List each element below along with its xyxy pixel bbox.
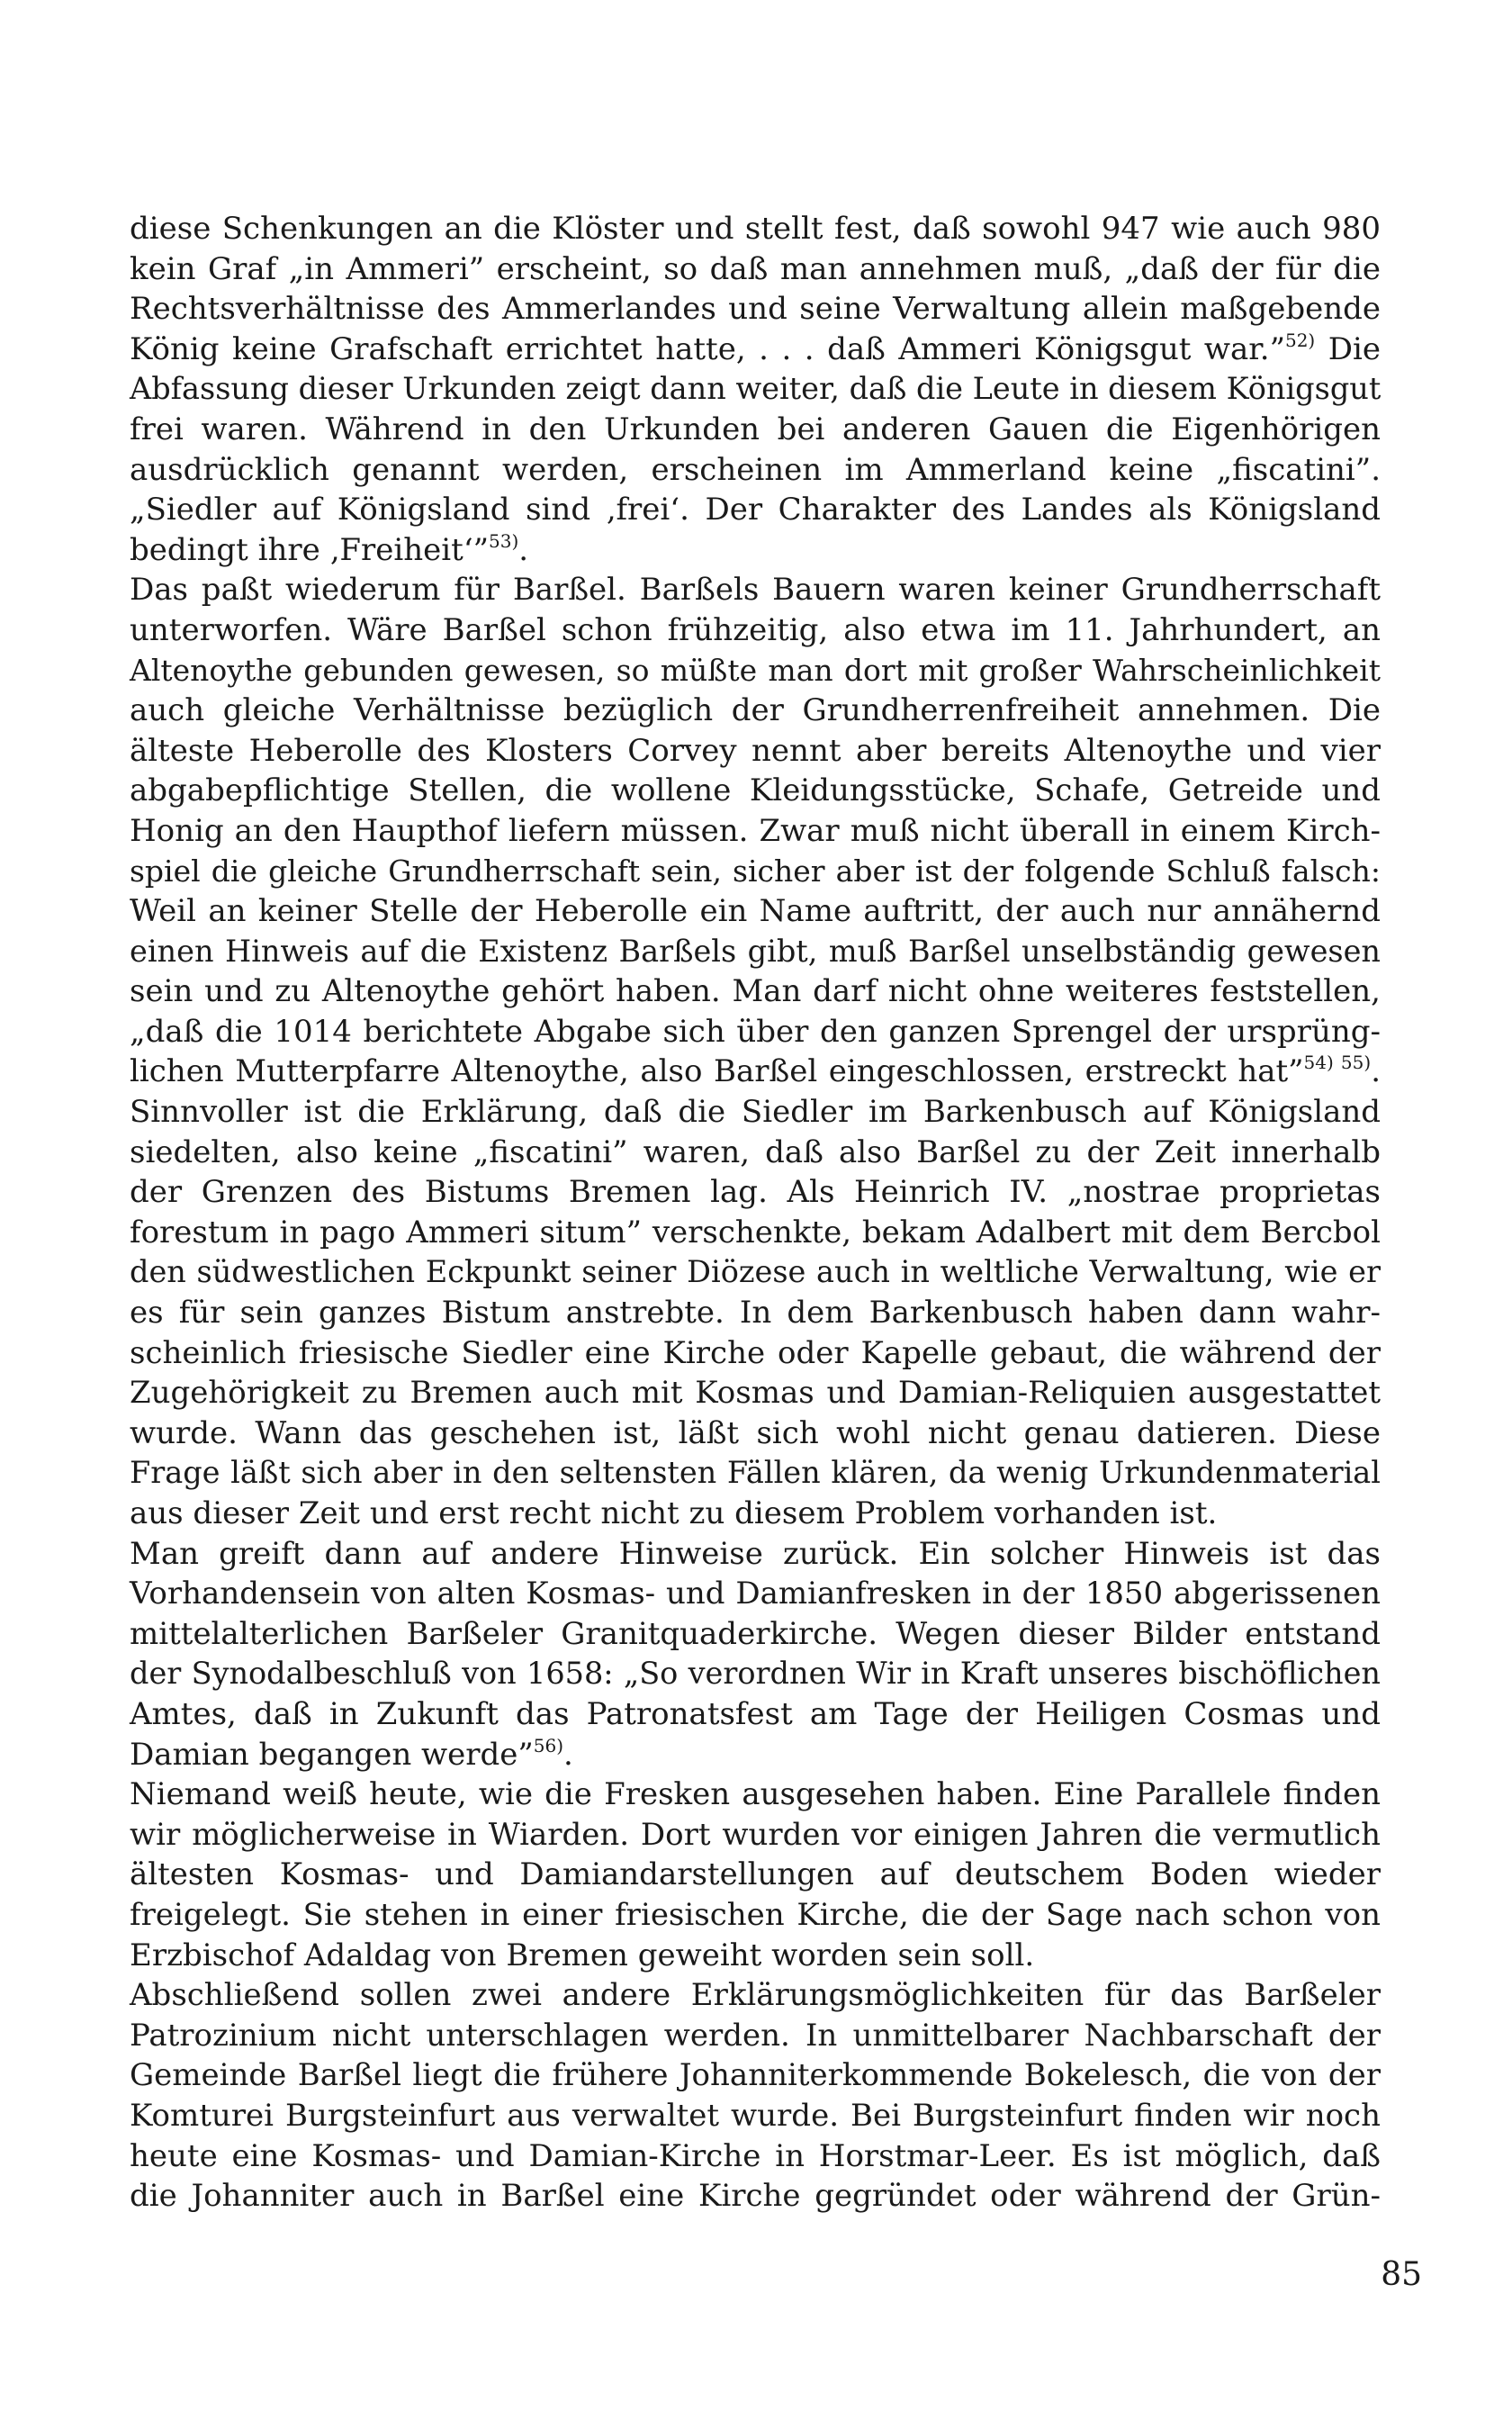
text-line — [130, 450, 1381, 491]
footnote-reference: 53) — [489, 529, 519, 552]
line-text: Gemeinde Barßel liegt die frühere Johanniterkommende Bokelesch, die von der — [130, 2057, 1381, 2094]
line-text: Patrozinium nicht unterschlagen werden. In unmittelbarer Nachbarschaft der — [130, 2017, 1381, 2054]
line-text: spiel die gleiche Grundherrschaft sein, sicher aber ist der folgende Schluß falsch: — [130, 853, 1381, 889]
text-line — [130, 1735, 1381, 1775]
text-line — [130, 1012, 1381, 1052]
text-line — [130, 1213, 1381, 1253]
footnote-reference: 56) — [533, 1734, 564, 1756]
text-line — [130, 1413, 1381, 1454]
text-line — [130, 1373, 1381, 1413]
line-text-continuation: Die — [1315, 330, 1381, 367]
text-line — [130, 2055, 1381, 2096]
line-text: abgabepflichtige Stellen, die wollene Kleidungsstücke, Schafe, Getreide und — [130, 772, 1381, 809]
line-text: Honig an den Haupthof liefern müssen. Zwar muß nicht überall in einem Kirch- — [130, 812, 1381, 849]
line-text: auch gleiche Verhältnisse bezüglich der Grundherrenfreiheit annehmen. Die — [130, 692, 1381, 729]
line-text: mittelalterlichen Barßeler Granitquaderkirche. Wegen dieser Bilder entstand — [130, 1615, 1381, 1652]
text-line — [130, 369, 1381, 410]
footnote-reference: 52) — [1284, 329, 1316, 351]
page-number: 85 — [1381, 2256, 1422, 2293]
line-text: der Synodalbeschluß von 1658: „So verordnen Wir in Kraft unseres bischöflichen — [130, 1656, 1381, 1692]
text-line — [130, 1453, 1381, 1494]
line-text: frei waren. Während in den Urkunden bei anderen Gauen die Eigenhörigen — [130, 411, 1381, 447]
line-text: „Siedler auf Königsland sind ‚frei‘. Der Charakter des Landes als Königsland — [130, 492, 1381, 528]
text-line — [130, 209, 1381, 249]
text-line — [130, 1936, 1381, 1976]
line-text: Niemand weiß heute, wie die Fresken ausgesehen haben. Eine Parallele finden — [130, 1776, 1381, 1813]
text-line — [130, 1774, 1381, 1815]
text-line — [130, 1694, 1381, 1735]
text-line — [130, 1252, 1381, 1293]
line-text: Abschließend sollen zwei andere Erklärungsmöglichkeiten für das Barßeler — [130, 1977, 1381, 2014]
text-line — [130, 1172, 1381, 1213]
text-line — [130, 2176, 1381, 2217]
text-line — [130, 1614, 1381, 1655]
text-line — [130, 610, 1381, 651]
text-line — [130, 811, 1381, 852]
text-line — [130, 249, 1381, 290]
line-text: Vorhandensein von alten Kosmas- und Damianfresken in der 1850 abgerissenen — [130, 1576, 1381, 1612]
line-text: älteste Heberolle des Klosters Corvey nennt aber bereits Altenoythe und vier — [130, 732, 1381, 769]
text-line — [130, 410, 1381, 450]
line-text: Das paßt wiederum für Barßel. Barßels Bauern waren keiner Grundherrschaft — [130, 572, 1381, 609]
line-text: „daß die 1014 berichtete Abgabe sich über den ganzen Sprengel der ursprüng- — [130, 1013, 1381, 1050]
line-text: Frage läßt sich aber in den seltensten Fällen klären, da wenig Urkundenmaterial — [130, 1455, 1381, 1491]
line-text: Altenoythe gebunden gewesen, so müßte man dort mit großer Wahrscheinlichkeit — [130, 652, 1381, 688]
line-text: wurde. Wann das geschehen ist, läßt sich wohl nicht genau datieren. Diese — [130, 1414, 1381, 1451]
text-line — [130, 1654, 1381, 1694]
line-text: Komturei Burgsteinfurt aus verwaltet wurde. Bei Burgsteinfurt finden wir noch — [130, 2097, 1381, 2134]
text-line — [130, 1333, 1381, 1374]
line-text: Damian begangen werde” — [130, 1736, 534, 1773]
line-text: Rechtsverhältnisse des Ammerlandes und seine Verwaltung allein maßgebende — [130, 291, 1381, 328]
line-text-continuation: . — [1371, 1053, 1381, 1090]
text-line — [130, 731, 1381, 772]
text-line — [130, 1815, 1381, 1856]
line-text: wir möglicherweise in Wiarden. Dort wurden vor einigen Jahren die vermutlich — [130, 1816, 1381, 1853]
line-text: forestum in pago Ammeri situm” verschenkte, bekam Adalbert mit dem Bercbol — [130, 1214, 1381, 1251]
footnote-reference: 54) 55) — [1303, 1052, 1372, 1074]
text-line — [130, 1534, 1381, 1575]
body-text — [130, 209, 1381, 2217]
line-text: Sinnvoller ist die Erklärung, daß die Siedler im Barkenbusch auf Königsland — [130, 1094, 1381, 1131]
line-text: Weil an keiner Stelle der Heberolle ein Name auftritt, der auch nur annähernd — [130, 893, 1381, 930]
text-line — [130, 289, 1381, 330]
text-line — [130, 1895, 1381, 1936]
text-line — [130, 1293, 1381, 1333]
line-text: es für sein ganzes Bistum anstrebte. In dem Barkenbusch haben dann wahr- — [130, 1295, 1381, 1332]
text-line — [130, 570, 1381, 610]
line-text: aus dieser Zeit und erst recht nicht zu diesem Problem vorhanden ist. — [130, 1495, 1218, 1531]
text-line — [130, 1975, 1381, 2016]
text-line — [130, 2016, 1381, 2056]
line-text: unterworfen. Wäre Barßel schon frühzeitig, also etwa im 11. Jahrhundert, an — [130, 611, 1381, 648]
line-text: freigelegt. Sie stehen in einer friesischen Kirche, die der Sage nach schon von — [130, 1896, 1381, 1933]
text-line — [130, 2136, 1381, 2177]
text-line — [130, 1092, 1381, 1133]
text-line — [130, 1133, 1381, 1173]
text-line — [130, 971, 1381, 1012]
line-text-continuation: . — [518, 531, 529, 568]
text-line — [130, 530, 1381, 571]
line-text-continuation: . — [563, 1736, 573, 1773]
text-line — [130, 1052, 1381, 1092]
line-text: scheinlich friesische Siedler eine Kirche oder Kapelle gebaut, die während der — [130, 1334, 1381, 1371]
line-text: kein Graf „in Ammeri” erscheint, so daß man annehmen muß, „daß der für die — [130, 250, 1381, 287]
text-line — [130, 330, 1381, 370]
line-text: einen Hinweis auf die Existenz Barßels gibt, muß Barßel unselbständig gewesen — [130, 933, 1381, 969]
line-text: Abfassung dieser Urkunden zeigt dann weiter, daß die Leute in diesem Königsgut — [130, 371, 1382, 407]
line-text: bedingt ihre ‚Freiheit‘” — [130, 531, 490, 568]
text-line — [130, 1494, 1381, 1534]
line-text: ausdrücklich genannt werden, erscheinen im Ammerland keine „fiscatini”. — [130, 451, 1381, 488]
text-line — [130, 852, 1381, 892]
line-text: der Grenzen des Bistums Bremen lag. Als Heinrich IV. „nostrae proprietas — [130, 1174, 1381, 1211]
text-line — [130, 1855, 1381, 1895]
text-line — [130, 651, 1381, 691]
line-text: die Johanniter auch in Barßel eine Kirche gegründet oder während der Grün- — [130, 2178, 1381, 2215]
line-text: den südwestlichen Eckpunkt seiner Diözese auch in weltliche Verwaltung, wie er — [130, 1254, 1381, 1290]
line-text: Amtes, daß in Zukunft das Patronatsfest am Tage der Heiligen Cosmas und — [130, 1695, 1381, 1732]
text-line — [130, 691, 1381, 731]
line-text: König keine Grafschaft errichtet hatte, . . . daß Ammeri Königsgut war.” — [130, 330, 1285, 367]
line-text: Erzbischof Adaldag von Bremen geweiht worden sein soll. — [130, 1937, 1035, 1973]
line-text: sein und zu Altenoythe gehört haben. Man darf nicht ohne weiteres feststellen, — [130, 973, 1381, 1010]
text-line — [130, 771, 1381, 811]
text-line — [130, 891, 1381, 932]
line-text: Zugehörigkeit zu Bremen auch mit Kosmas und Damian-Reliquien ausgestattet — [130, 1375, 1381, 1412]
line-text: diese Schenkungen an die Klöster und stellt fest, daß sowohl 947 wie auch 980 — [130, 211, 1381, 247]
text-line — [130, 2096, 1381, 2136]
line-text: Man greift dann auf andere Hinweise zurück. Ein solcher Hinweis ist das — [130, 1535, 1381, 1572]
line-text: siedelten, also keine „fiscatini” waren, daß also Barßel zu der Zeit innerhalb — [130, 1133, 1381, 1170]
text-line — [130, 932, 1381, 972]
line-text: heute eine Kosmas- und Damian-Kirche in Horstmar-Leer. Es ist möglich, daß — [130, 2137, 1381, 2174]
text-line — [130, 1574, 1381, 1614]
text-line — [130, 490, 1381, 530]
line-text: lichen Mutterpfarre Altenoythe, also Barßel eingeschlossen, erstreckt hat” — [130, 1053, 1304, 1090]
line-text: ältesten Kosmas- und Damiandarstellungen auf deutschem Boden wieder — [130, 1856, 1381, 1893]
